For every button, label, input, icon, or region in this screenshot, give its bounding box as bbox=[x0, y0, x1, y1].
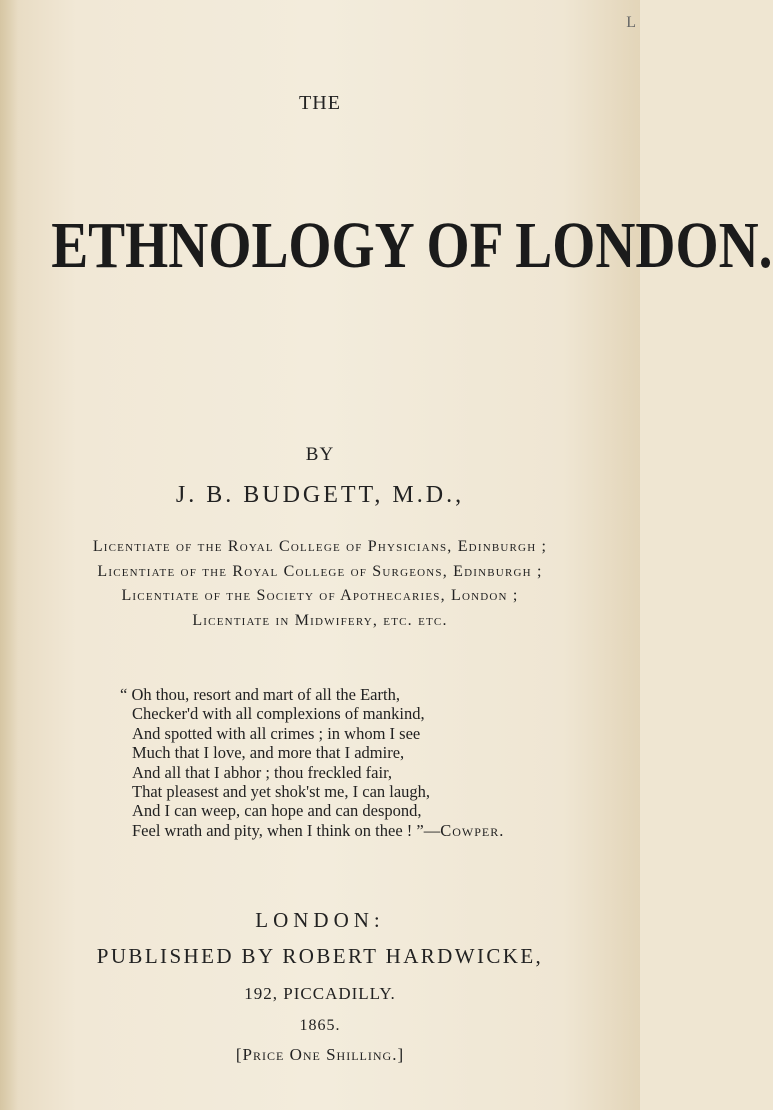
credential-line: Licentiate of the Royal College of Surgeons, Edinburgh ; bbox=[97, 562, 543, 580]
epigraph-line: And I can weep, can hope and can despond, bbox=[132, 801, 422, 821]
title-prefix: THE bbox=[299, 92, 341, 114]
imprint-publisher: PUBLISHED BY ROBERT HARDWICKE, bbox=[96, 944, 544, 968]
epigraph-line: And all that I abhor ; thou freckled fair, bbox=[132, 762, 393, 782]
corner-mark: L bbox=[626, 14, 636, 31]
epigraph-line: “ Oh thou, resort and mart of all the Earth, bbox=[120, 685, 400, 704]
epigraph-line: And spotted with all crimes ; in whom I see bbox=[132, 723, 421, 743]
epigraph-line: That pleasest and yet shok'st me, I can laugh, bbox=[132, 782, 431, 802]
imprint-address: 192, PICCADILLY. bbox=[244, 984, 396, 1003]
credential-line: Licentiate of the Society of Apothecaries, London ; bbox=[121, 587, 519, 604]
epigraph-attribution: Cowper. bbox=[440, 820, 505, 840]
imprint-price: [Price One Shilling.] bbox=[235, 1045, 405, 1064]
imprint-year: 1865. bbox=[299, 1017, 341, 1034]
credential-line: Licentiate in Midwifery, etc. etc. bbox=[192, 611, 448, 629]
book-title: ETHNOLOGY OF LONDON. bbox=[51, 209, 773, 282]
credentials bbox=[0, 535, 640, 633]
author-name: J. B. BUDGETT, M.D., bbox=[175, 482, 465, 508]
epigraph bbox=[120, 685, 600, 840]
epigraph-line: Much that I love, and more that I admire, bbox=[132, 743, 405, 763]
credential-line: Licentiate of the Royal College of Physicians, Edinburgh ; bbox=[92, 538, 548, 555]
by-line: BY bbox=[305, 444, 335, 465]
epigraph-last-line bbox=[120, 821, 600, 840]
epigraph-line: Feel wrath and pity, when I think on thee ! ”— bbox=[132, 820, 441, 840]
imprint-city: LONDON: bbox=[255, 908, 385, 932]
epigraph-line: Checker'd with all complexions of mankind, bbox=[132, 704, 425, 724]
